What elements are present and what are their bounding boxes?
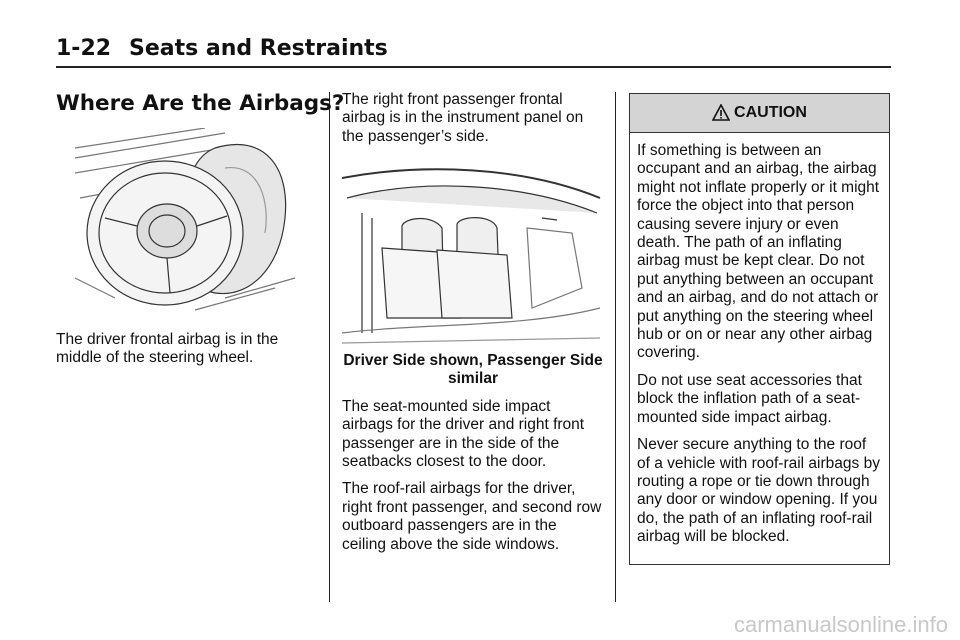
driver-airbag-paragraph: The driver frontal airbag is in the middle of the steering wheel.	[56, 331, 279, 367]
passenger-airbag-paragraph: The right front passenger frontal airbag is in the instrument panel on the passenger’s side.	[342, 91, 584, 145]
caution-header	[630, 94, 889, 133]
left-column-text	[56, 331, 316, 377]
running-title: Seats and Restraints	[129, 36, 388, 61]
roof-rail-airbag-paragraph: The roof-rail airbags for the driver, right front passenger, and second row outboard passengers are in the ceiling above the side windows.	[342, 480, 602, 553]
column-divider-left	[329, 92, 330, 602]
caution-title: CAUTION	[734, 104, 807, 121]
caution-paragraph-3: Never secure anything to the roof of a vehicle with roof-rail airbags by routing a rope or tie down through any door or window opening. If you do, the path of an inflating roof-rail airbag will be blocked.	[637, 436, 880, 546]
caution-paragraph-1: If something is between an occupant and an airbag, the airbag might not inflate properly or it might force the object into that person causing severe injury or even death. The path of an inflating airbag must be kept clear. Do not put anything between an occupant and an airbag, and do not attach or put anything on the steering wheel hub or on or near any other airbag covering.	[637, 142, 880, 362]
roof-rail-airbag-illustration	[342, 158, 602, 346]
steering-wheel-airbag-illustration	[75, 128, 300, 318]
caution-box	[629, 93, 890, 565]
illustration-caption: Driver Side shown, Passenger Side similar	[343, 352, 603, 388]
page-header	[56, 36, 891, 68]
section-heading: Where Are the Airbags?	[56, 91, 345, 116]
caution-paragraph-2: Do not use seat accessories that block the inflation path of a seat-mounted side impact airbag.	[637, 371, 862, 426]
watermark: carmanualsonline.info	[733, 612, 948, 637]
middle-column-top	[342, 91, 604, 155]
page-number: 1-22	[56, 36, 112, 61]
warning-triangle-icon	[712, 104, 730, 122]
middle-column-bottom	[342, 352, 604, 563]
column-divider-right	[615, 92, 616, 602]
caution-body	[630, 133, 889, 547]
side-impact-airbag-paragraph: The seat-mounted side impact airbags for the driver and right front passenger are in the side of the seatbacks closest to the door.	[342, 397, 585, 471]
